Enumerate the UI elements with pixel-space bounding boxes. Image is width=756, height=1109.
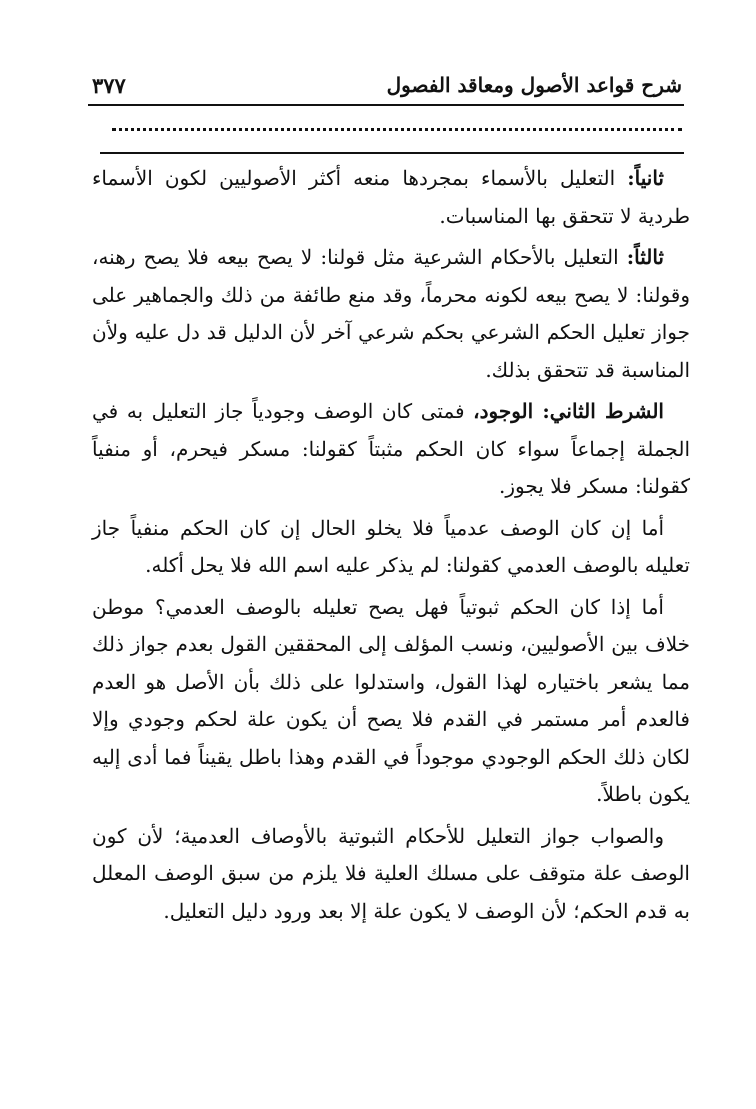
paragraph-text: والصواب جواز التعليل للأحكام الثبوتية بالأوصاف العدمية؛ لأن كون الوصف علة متوقف على مسلك العلية فلا يلزم من سبق الوصف المعلل به قدم الحكم؛ لأن الوصف لا يكون علة إلا بعد ورود دليل التعليل. — [92, 823, 690, 923]
paragraph-text: التعليل بالأسماء بمجردها منعه أكثر الأصوليين لكون الأسماء طردية لا تتحقق بها المناسبات. — [92, 166, 690, 228]
paragraph-correct-view — [92, 818, 690, 931]
paragraph-secondly — [92, 160, 690, 235]
paragraph-lead: الشرط الثاني: الوجود، — [473, 399, 664, 423]
header-rule — [88, 104, 684, 106]
paragraph-text: التعليل بالأحكام الشرعية مثل قولنا: لا يصح بيعه فلا يصح رهنه، وقولنا: لا يصح بيعه لكونه محرماً، وقد منع طائفة من ذلك والجماهير على جواز تعليل الحكم الشرعي بحكم شرعي آخر لأن الدليل قد دل عليه ولأن المناسبة قد تتحقق بذلك. — [92, 245, 690, 382]
header-title: شرح قواعد الأصول ومعاقد الفصول — [386, 73, 682, 97]
body-text — [92, 160, 690, 934]
paragraph-lead: ثالثاً: — [626, 245, 664, 269]
paragraph-text: فمتى كان الوصف وجودياً جاز التعليل به في الجملة إجماعاً سواء كان الحكم مثبتاً كقولنا: مسكر فيحرم، أو منفياً كقولنا: مسكر فلا يجوز. — [92, 399, 690, 498]
paragraph-second-condition — [92, 393, 690, 506]
section-rule — [100, 152, 684, 154]
dotted-separator — [112, 128, 682, 131]
running-header — [92, 68, 682, 102]
paragraph-lead: ثانياً: — [627, 166, 664, 190]
paragraph-text: أما إذا كان الحكم ثبوتياً فهل يصح تعليله بالوصف العدمي؟ موطن خلاف بين الأصوليين، ونسب المؤلف إلى المحققين القول بعدم جواز ذلك مما يشعر باختياره لهذا القول، واستدلوا على ذلك بأن الأصل هو العدم فالعدم أمر مستمر في القدم فلا يصح أن يكون علة لحكم وجودي وإلا لكان ذلك الحكم الوجودي موجوداً في القدم وهذا باطل يقيناً فما أدى إليه يكون باطلاً. — [92, 594, 690, 806]
paragraph-text: أما إن كان الوصف عدمياً فلا يخلو الحال إن كان الحكم منفياً جاز تعليله بالوصف العدمي كقولنا: لم يذكر عليه اسم الله فلا يحل أكله. — [92, 515, 690, 577]
paragraph-thirdly — [92, 239, 690, 389]
page-number: ٣٧٧ — [92, 72, 126, 98]
paragraph-negated-description — [92, 510, 690, 585]
paragraph-affirmative-ruling — [92, 589, 690, 814]
